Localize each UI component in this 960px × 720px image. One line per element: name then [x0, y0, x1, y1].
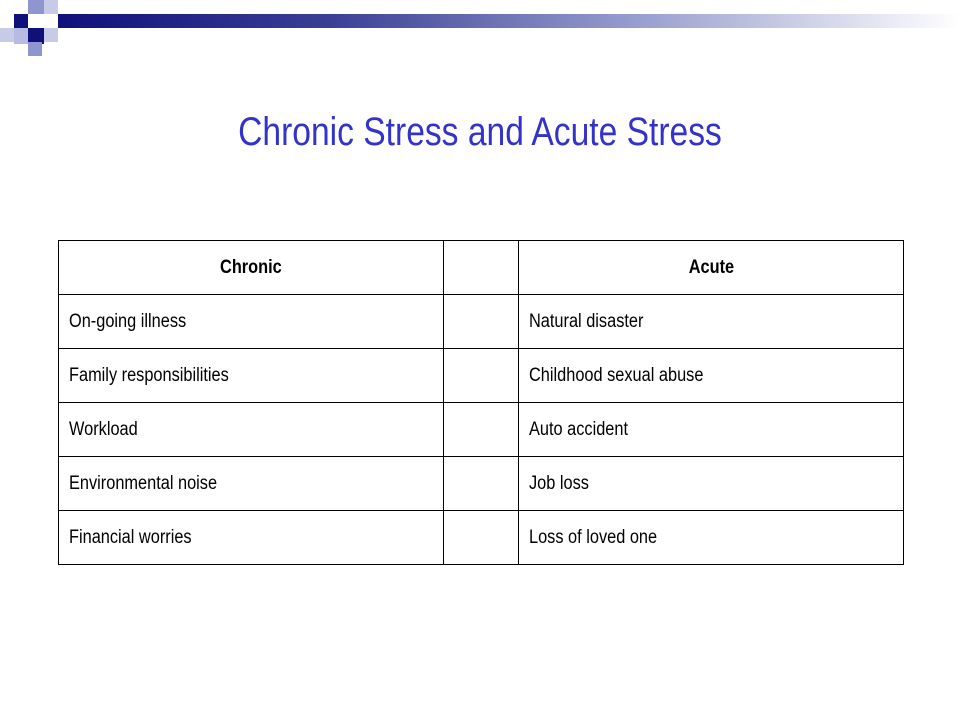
table-header-row — [59, 241, 904, 295]
table-row — [59, 349, 904, 403]
header-gradient-bar — [58, 14, 960, 28]
empty-cell — [444, 511, 519, 565]
acute-cell: Loss of loved one — [519, 511, 904, 565]
empty-cell — [444, 295, 519, 349]
table-row — [59, 511, 904, 565]
table-row — [59, 403, 904, 457]
column-header-chronic: Chronic — [59, 241, 444, 295]
empty-cell — [444, 403, 519, 457]
decorative-square — [28, 0, 44, 14]
acute-cell: Childhood sexual abuse — [519, 349, 904, 403]
slide-title: Chronic Stress and Acute Stress — [238, 110, 722, 154]
decorative-square — [14, 14, 28, 28]
decorative-square — [44, 28, 58, 42]
decorative-square — [44, 0, 58, 14]
chronic-cell: Workload — [59, 403, 444, 457]
column-header-acute: Acute — [519, 241, 904, 295]
empty-cell — [444, 349, 519, 403]
stress-table — [58, 240, 904, 565]
chronic-cell: On-going illness — [59, 295, 444, 349]
acute-cell: Job loss — [519, 457, 904, 511]
chronic-cell: Financial worries — [59, 511, 444, 565]
decorative-square — [14, 28, 28, 44]
decorative-square — [0, 28, 14, 42]
chronic-cell: Family responsibilities — [59, 349, 444, 403]
decorative-square — [28, 42, 42, 56]
chronic-cell: Environmental noise — [59, 457, 444, 511]
table-row — [59, 295, 904, 349]
acute-cell: Natural disaster — [519, 295, 904, 349]
column-header-empty — [444, 241, 519, 295]
table-row — [59, 457, 904, 511]
acute-cell: Auto accident — [519, 403, 904, 457]
empty-cell — [444, 457, 519, 511]
